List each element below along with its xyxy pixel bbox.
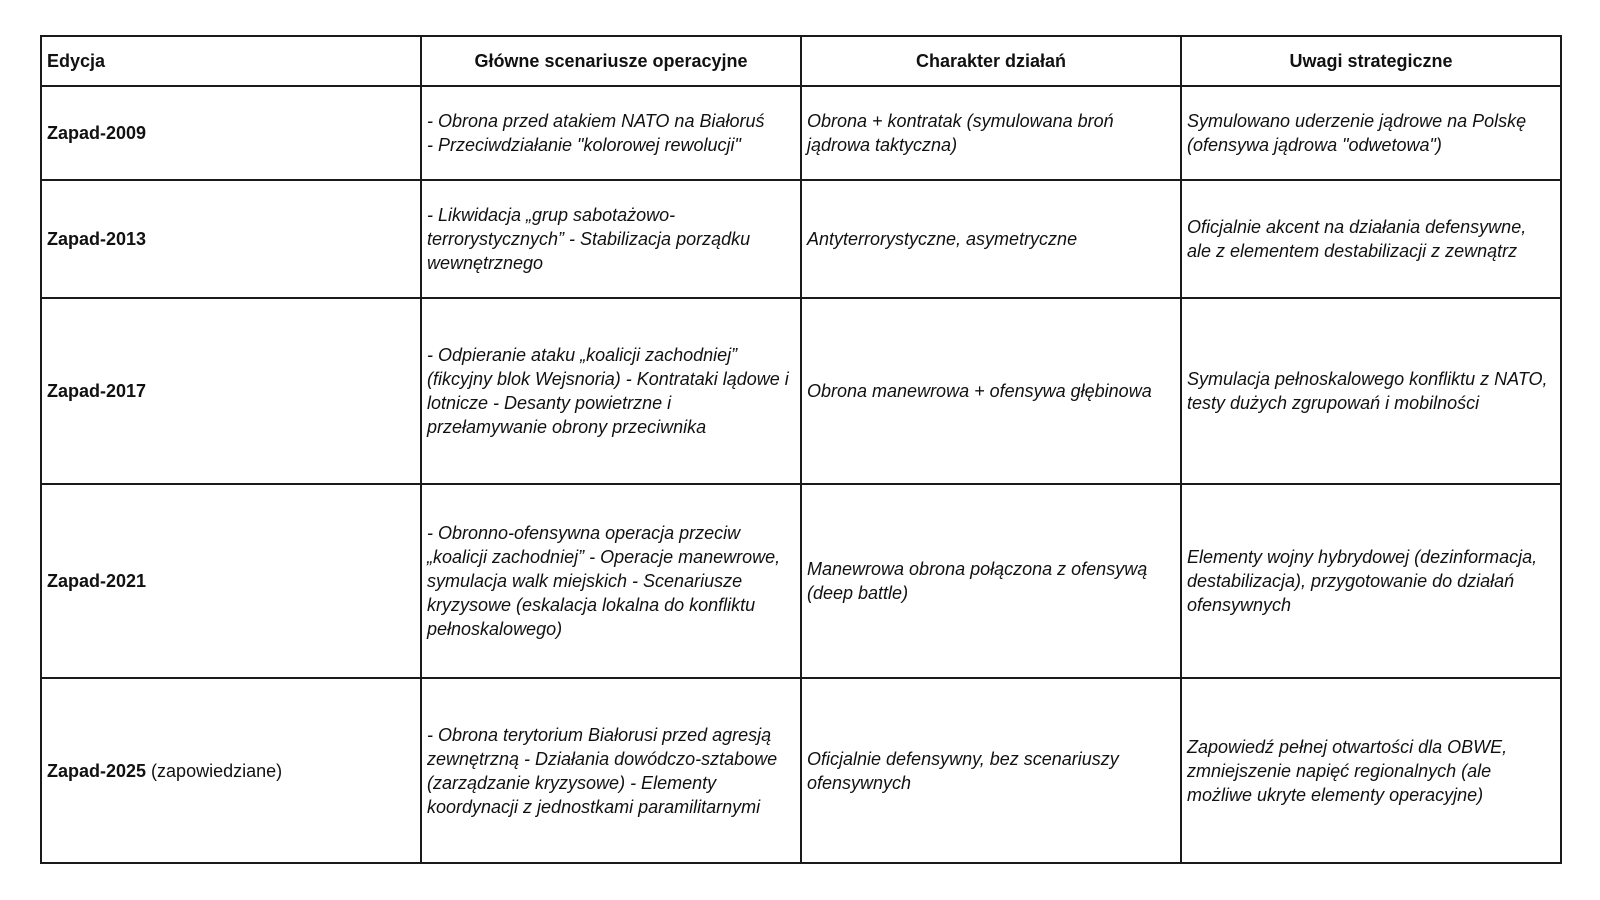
edition-name: Zapad-2021: [47, 571, 147, 591]
scenarios-cell: - Likwidacja „grup sabotażowo-terrorystycznych” - Stabilizacja porządku wewnętrznego: [421, 180, 801, 298]
edition-cell: [41, 298, 421, 484]
scenario-line: - Obrona przed atakiem NATO na Białoruś: [427, 111, 765, 131]
edition-name: Zapad-2013: [47, 229, 147, 249]
character-cell: Obrona manewrowa + ofensywa głębinowa: [801, 298, 1181, 484]
notes-cell: Symulowano uderzenie jądrowe na Polskę (ofensywa jądrowa "odwetowa"): [1181, 86, 1561, 180]
scenarios-cell: [421, 86, 801, 180]
edition-name: Zapad-2017: [47, 381, 147, 401]
edition-name: Zapad-2025: [47, 760, 147, 781]
table-row: [41, 298, 1561, 484]
character-cell: Obrona + kontratak (symulowana broń jądrowa taktyczna): [801, 86, 1181, 180]
table-row: [41, 86, 1561, 180]
table-row: [41, 180, 1561, 298]
notes-cell: Symulacja pełnoskalowego konfliktu z NATO, testy dużych zgrupowań i mobilności: [1181, 298, 1561, 484]
scenario-line: - Przeciwdziałanie "kolorowej rewolucji": [427, 135, 741, 155]
table-row: [41, 678, 1561, 863]
header-notes: Uwagi strategiczne: [1181, 36, 1561, 86]
character-cell: Oficjalnie defensywny, bez scenariuszy ofensywnych: [801, 678, 1181, 863]
scenarios-cell: - Obrona terytorium Białorusi przed agresją zewnętrzną - Działania dowódczo-sztabowe (zarządzanie kryzysowe) - Elementy koordynacji z jednostkami paramilitarnymi: [421, 678, 801, 863]
scenarios-cell: - Odpieranie ataku „koalicji zachodniej” (fikcyjny blok Wejsnoria) - Kontrataki lądowe i lotnicze - Desanty powietrzne i przełamywanie obrony przeciwnika: [421, 298, 801, 484]
notes-cell: Zapowiedź pełnej otwartości dla OBWE, zmniejszenie napięć regionalnych (ale możliwe ukryte elementy operacyjne): [1181, 678, 1561, 863]
edition-note: (zapowiedziane): [146, 760, 283, 781]
scenarios-cell: - Obronno-ofensywna operacja przeciw „koalicji zachodniej” - Operacje manewrowe, symulacja walk miejskich - Scenariusze kryzysowe (eskalacja lokalna do konfliktu pełnoskalowego): [421, 484, 801, 678]
character-cell: Manewrowa obrona połączona z ofensywą (deep battle): [801, 484, 1181, 678]
edition-cell: [41, 86, 421, 180]
edition-name: Zapad-2009: [47, 123, 147, 143]
edition-cell: [41, 678, 421, 863]
notes-cell: Oficjalnie akcent na działania defensywne, ale z elementem destabilizacji z zewnątrz: [1181, 180, 1561, 298]
table-row: [41, 484, 1561, 678]
edition-cell: [41, 484, 421, 678]
header-character: Charakter działań: [801, 36, 1181, 86]
character-cell: Antyterrorystyczne, asymetryczne: [801, 180, 1181, 298]
header-edition: Edycja: [41, 36, 421, 86]
header-scenarios: Główne scenariusze operacyjne: [421, 36, 801, 86]
table-header-row: [41, 36, 1561, 86]
notes-cell: Elementy wojny hybrydowej (dezinformacja, destabilizacja), przygotowanie do działań ofensywnych: [1181, 484, 1561, 678]
edition-cell: [41, 180, 421, 298]
zapad-exercises-table: [40, 35, 1562, 864]
